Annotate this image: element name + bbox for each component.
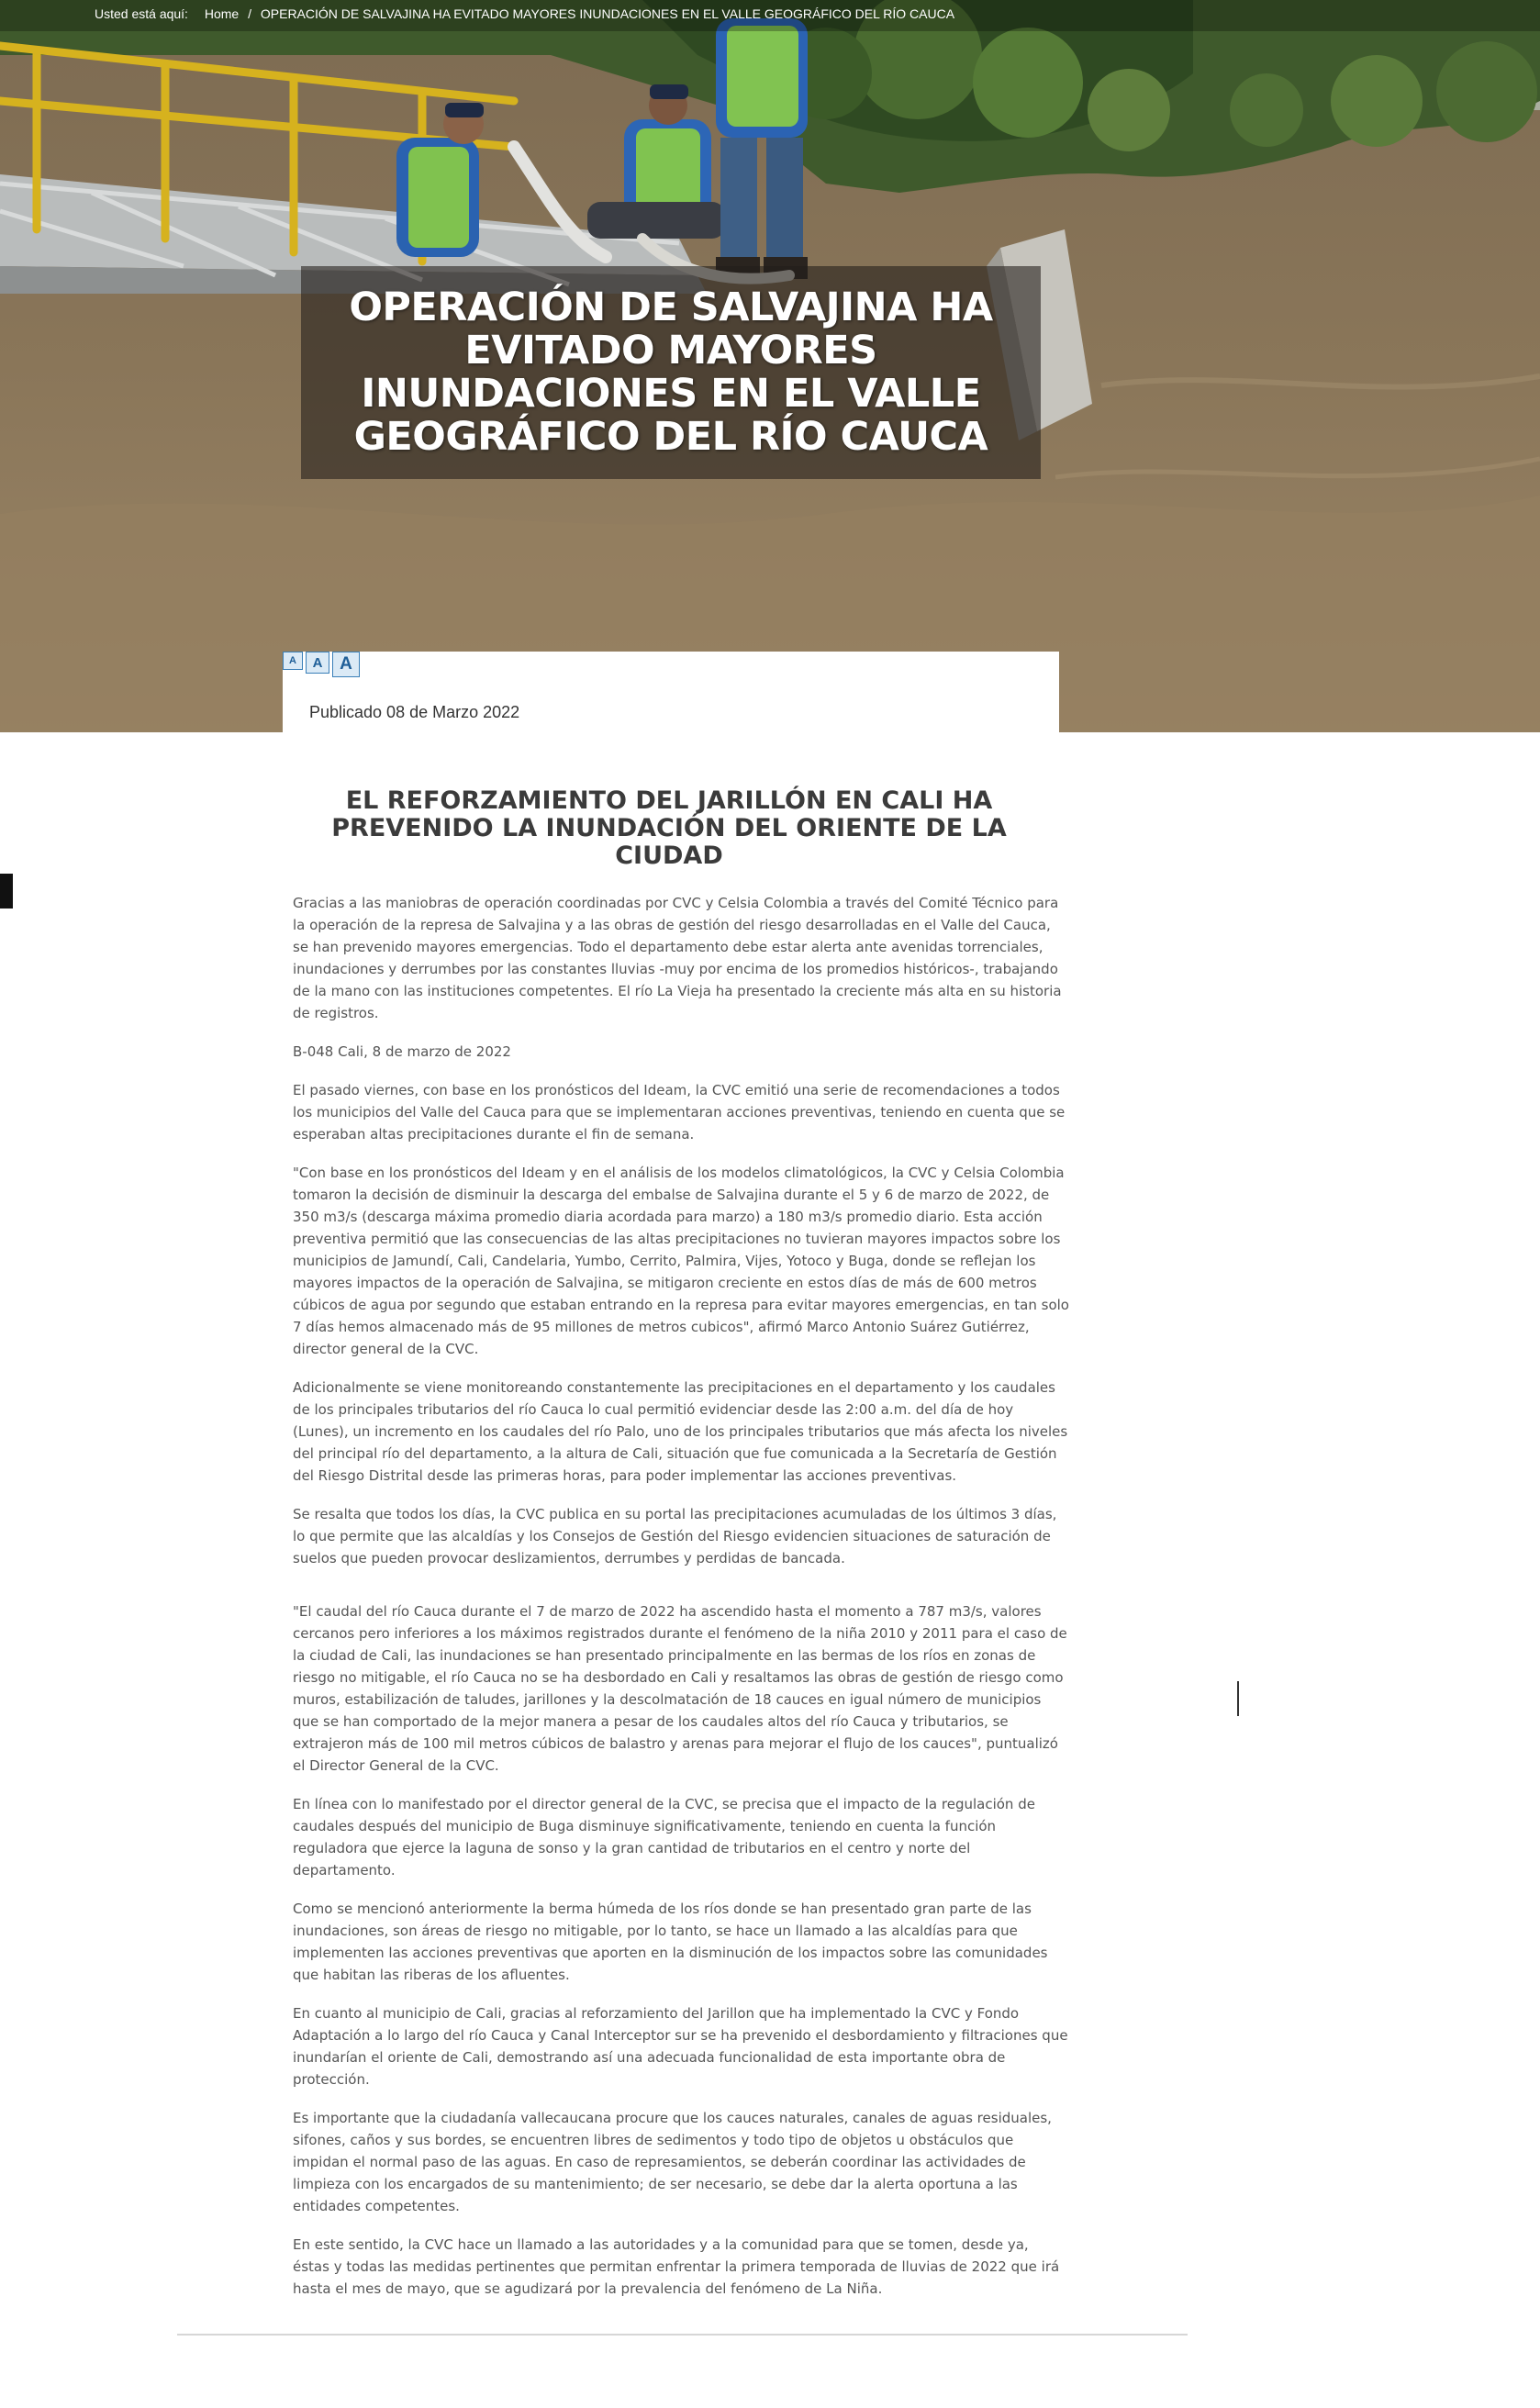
article-paragraph: Es importante que la ciudadanía vallecaucana procure que los cauces naturales, canales de aguas residuales, sifones, caños y sus bordes, se encuentren libres de sedimentos y todo tipo de objetos u obstáculos que impidan el normal paso de las aguas. En caso de represamientos, se deberán coordinar las actividades de limpieza con los encargados de su mantenimiento; de ser necesario, se debe dar la alerta oportuna a las entidades competentes.	[293, 2110, 1052, 2214]
article-paragraph: Como se mencionó anteriormente la berma húmeda de los ríos donde se han presentado gran parte de las inundaciones, son áreas de riesgo no mitigable, por lo tanto, se hace un llamado a las alcaldías para que implementen las acciones preventivas que aporten en la disminución de los impactos sobre las comunidades que habitan las riberas de los afluentes.	[293, 1901, 1048, 1983]
article-meta-card	[283, 652, 1059, 732]
font-size-tools	[283, 652, 360, 677]
hero-title-box	[301, 266, 1041, 479]
article-paragraph: En línea con lo manifestado por el director general de la CVC, se precisa que el impacto de la regulación de caudales después del municipio de Buga disminuye significativamente, teniendo en cuenta la función reguladora que ejerce la laguna de sonso y la gran cantidad de tributarios en el centro y norte del departamento.	[293, 1796, 1035, 1878]
breadcrumb	[0, 0, 1540, 31]
article-paragraph: El pasado viernes, con base en los pronósticos del Ideam, la CVC emitió una serie de recomendaciones a todos los municipios del Valle del Cauca para que se implementaran acciones preventivas, teniendo en cuenta que se esperaban altas precipitaciones durante el fin de semana.	[293, 1082, 1066, 1143]
breadcrumb-home-link[interactable]: Home	[204, 6, 240, 21]
article-paragraph: Gracias a las maniobras de operación coordinadas por CVC y Celsia Colombia a través del Comité Técnico para la operación de la represa de Salvajina y a las obras de gestión del riesgo desarrolladas en el Valle del Cauca, se han prevenido mayores emergencias. Todo el departamento debe estar alerta ante avenidas torrenciales, inundaciones y derrumbes por las constantes lluvias -muy por encima de los promedios históricos-, trabajando de la mano con las instituciones competentes. El río La Vieja ha presentado la creciente más alta en su historia de registros.	[293, 895, 1062, 1021]
font-size-large-button[interactable]: A	[332, 652, 360, 677]
article-quote: "El caudal del río Cauca durante el 7 de marzo de 2022 ha ascendido hasta el momento a 787 m3/s, valores cercanos pero inferiores a los máximos registrados durante el fenómeno de la niña 2010 y 2011 para el caso de la ciudad de Cali, las inundaciones se han presentado principalmente en las bermas de los ríos en zonas de riesgo no mitigable, el río Cauca no se ha desbordado en Cali y resaltamos las obras de gestión de riesgo como muros, estabilización de taludes, jarillones y la descolmatación de 18 cauces en igual número de municipios que se han comportado de la mejor manera a pesar de los caudales altos del río Cauca y tributarios, se extrajeron más de 100 mil metros cúbicos de balastro y arenas para mejorar el flujo de los cauces", puntualizó el Director General de la CVC.	[293, 1603, 1067, 1774]
article-paragraph: En cuanto al municipio de Cali, gracias al reforzamiento del Jarillon que ha implementado la CVC y Fondo Adaptación a lo largo del río Cauca y Canal Interceptor sur se ha prevenido el desbordamiento y filtraciones que inundarían el oriente de Cali, demostrando así una adecuada funcionalidad de esta importante obra de protección.	[293, 2005, 1068, 2088]
article-body	[293, 787, 1069, 2316]
page-title: OPERACIÓN DE SALVAJINA HA EVITADO MAYORES INUNDACIONES EN EL VALLE GEOGRÁFICO DEL RÍO CAUCA	[349, 284, 993, 460]
article-heading: EL REFORZAMIENTO DEL JARILLÓN EN CALI HA PREVENIDO LA INUNDACIÓN DEL ORIENTE DE LA CIUDAD	[331, 786, 1007, 870]
footer-divider	[177, 2334, 1188, 2336]
article-paragraph: En este sentido, la CVC hace un llamado a las autoridades y a la comunidad para que se tomen, desde ya, éstas y todas las medidas pertinentes que permitan enfrentar la primera temporada de lluvias de 2022 que irá hasta el mes de mayo, que se agudizará por la prevalencia del fenómeno de La Niña.	[293, 2236, 1060, 2297]
published-date: Publicado 08 de Marzo 2022	[309, 703, 520, 721]
text-cursor	[1237, 1681, 1239, 1716]
article-paragraph: Se resalta que todos los días, la CVC publica en su portal las precipitaciones acumuladas de los últimos 3 días, lo que permite que las alcaldías y los Consejos de Gestión del Riesgo evidencien situaciones de saturación de suelos que pueden provocar deslizamientos, derrumbes y perdidas de bancada.	[293, 1506, 1057, 1566]
hero-banner	[0, 0, 1540, 732]
side-tab[interactable]	[0, 874, 13, 909]
article-quote: "Con base en los pronósticos del Ideam y en el análisis de los modelos climatológicos, la CVC y Celsia Colombia tomaron la decisión de disminuir la descarga del embalse de Salvajina durante el 5 y 6 de marzo de 2022, de 350 m3/s (descarga máxima promedio diaria acordada para marzo) a 180 m3/s promedio diario. Esta acción preventiva permitió que las consecuencias de las altas precipitaciones no tuvieran mayores impactos sobre los municipios de Jamundí, Cali, Candelaria, Yumbo, Cerrito, Palmira, Vijes, Yotoco y Buga, donde se reflejan los mayores impactos de la operación de Salvajina, se mitigaron creciente en estos días de más de 600 metros cúbicos de agua por segundo que estaban entrando en la represa para evitar mayores emergencias, en tan solo 7 días hemos almacenado más de 95 millones de metros cubicos", afirmó Marco Antonio Suárez Gutiérrez, director general de la CVC.	[293, 1165, 1069, 1357]
font-size-small-button[interactable]: A	[283, 652, 303, 670]
breadcrumb-prefix: Usted está aquí:	[95, 6, 188, 21]
article-dateline: B-048 Cali, 8 de marzo de 2022	[293, 1043, 511, 1060]
font-size-medium-button[interactable]: A	[306, 652, 329, 674]
article-paragraph: Adicionalmente se viene monitoreando constantemente las precipitaciones en el departamento y los caudales de los principales tributarios del río Cauca lo cual permitió evidenciar desde las 2:00 a.m. del día de hoy (Lunes), un incremento en los caudales del río Palo, uno de los principales tributarios que más afecta los niveles del principal río del departamento, a la altura de Cali, situación que fue comunicada a la Secretaría de Gestión del Riesgo Distrital desde las primeras horas, para poder implementar las acciones preventivas.	[293, 1379, 1068, 1484]
breadcrumb-separator: /	[248, 6, 251, 21]
breadcrumb-current: OPERACIÓN DE SALVAJINA HA EVITADO MAYORES INUNDACIONES EN EL VALLE GEOGRÁFICO DEL RÍO CAUCA	[260, 6, 955, 21]
